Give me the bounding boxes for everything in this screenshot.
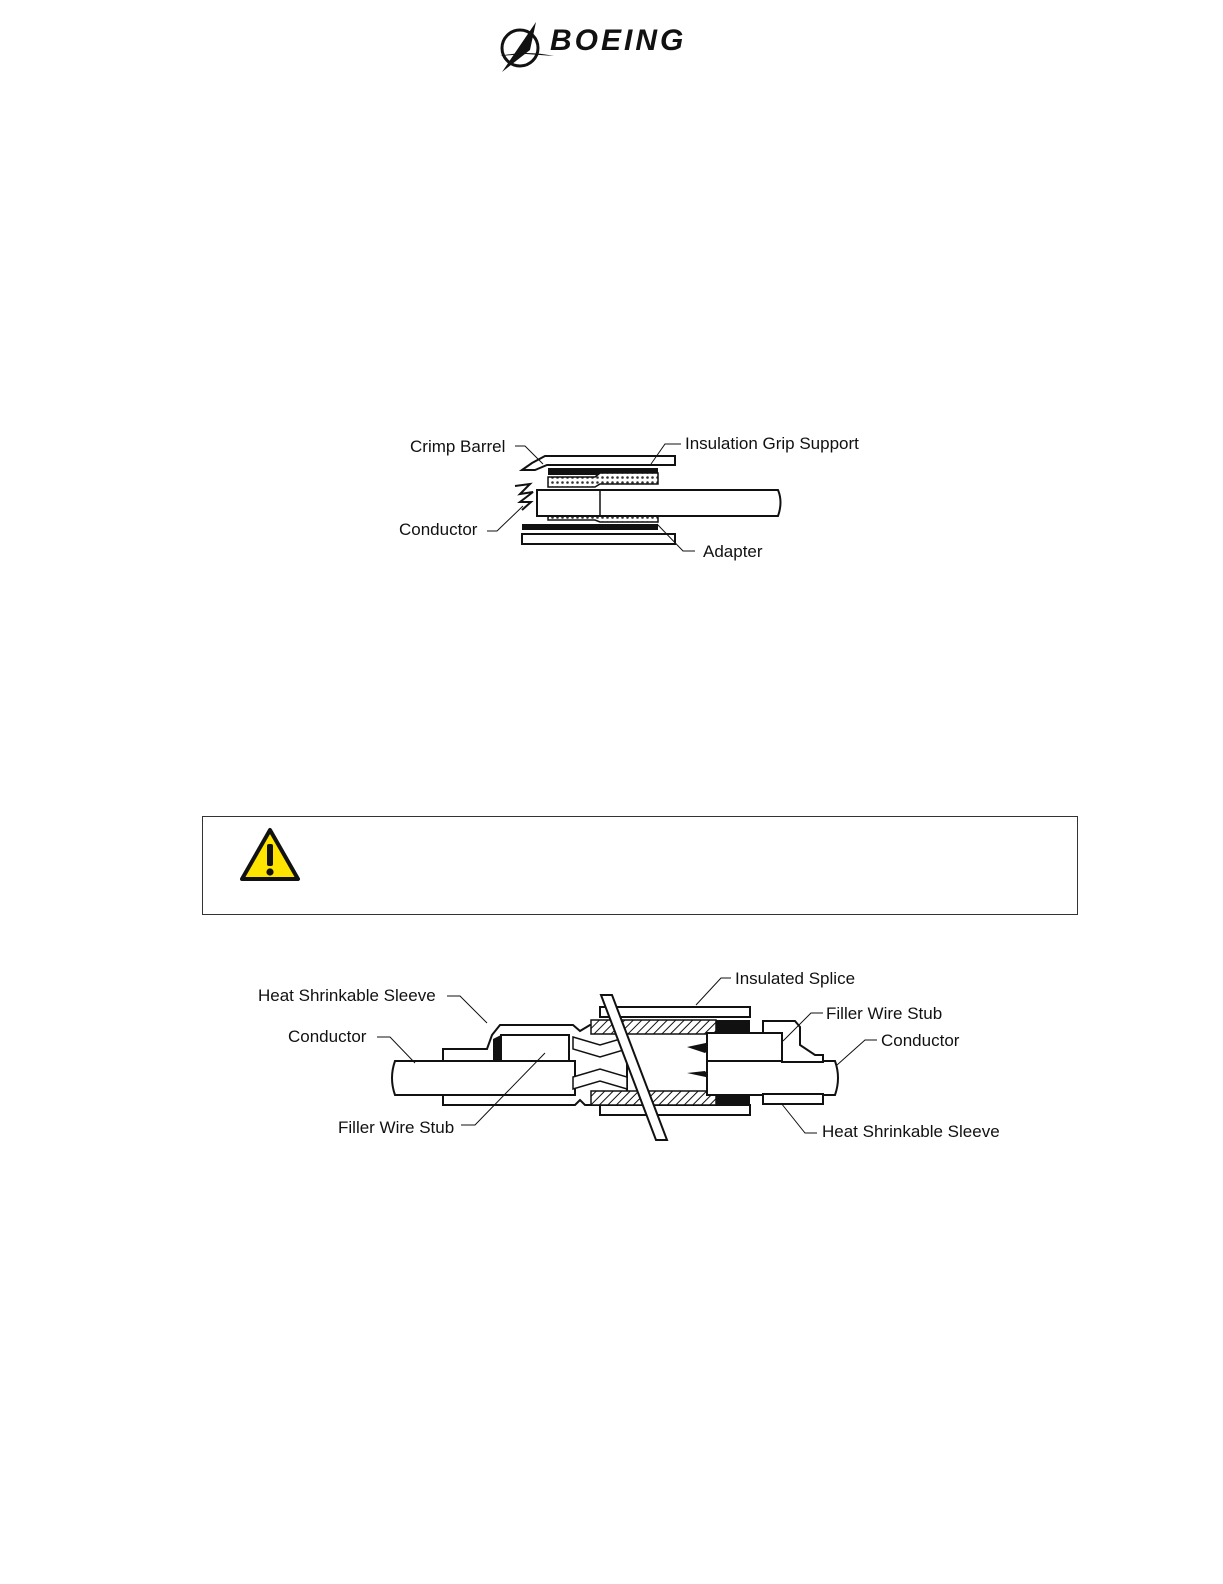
label-crimp-barrel: Crimp Barrel	[410, 437, 506, 456]
logo-wordmark: BOEING	[550, 24, 687, 57]
label-heat-shrinkable-sleeve-right: Heat Shrinkable Sleeve	[822, 1122, 1000, 1141]
insulated-splice-figure	[255, 965, 1015, 1145]
label-adapter: Adapter	[703, 542, 763, 561]
label-filler-wire-stub-right: Filler Wire Stub	[826, 1004, 943, 1023]
boeing-logo	[496, 20, 728, 78]
label-insulation-grip-support: Insulation Grip Support	[685, 434, 859, 453]
label-heat-shrinkable-sleeve-left: Heat Shrinkable Sleeve	[258, 986, 436, 1005]
label-conductor-right: Conductor	[881, 1031, 960, 1050]
crimp-contact-figure	[395, 430, 875, 570]
warning-triangle-icon	[239, 827, 301, 883]
label-conductor-left: Conductor	[288, 1027, 367, 1046]
label-filler-wire-stub-left: Filler Wire Stub	[338, 1118, 455, 1137]
label-insulated-splice: Insulated Splice	[735, 969, 856, 988]
warning-box	[202, 816, 1078, 915]
label-conductor: Conductor	[399, 520, 478, 539]
